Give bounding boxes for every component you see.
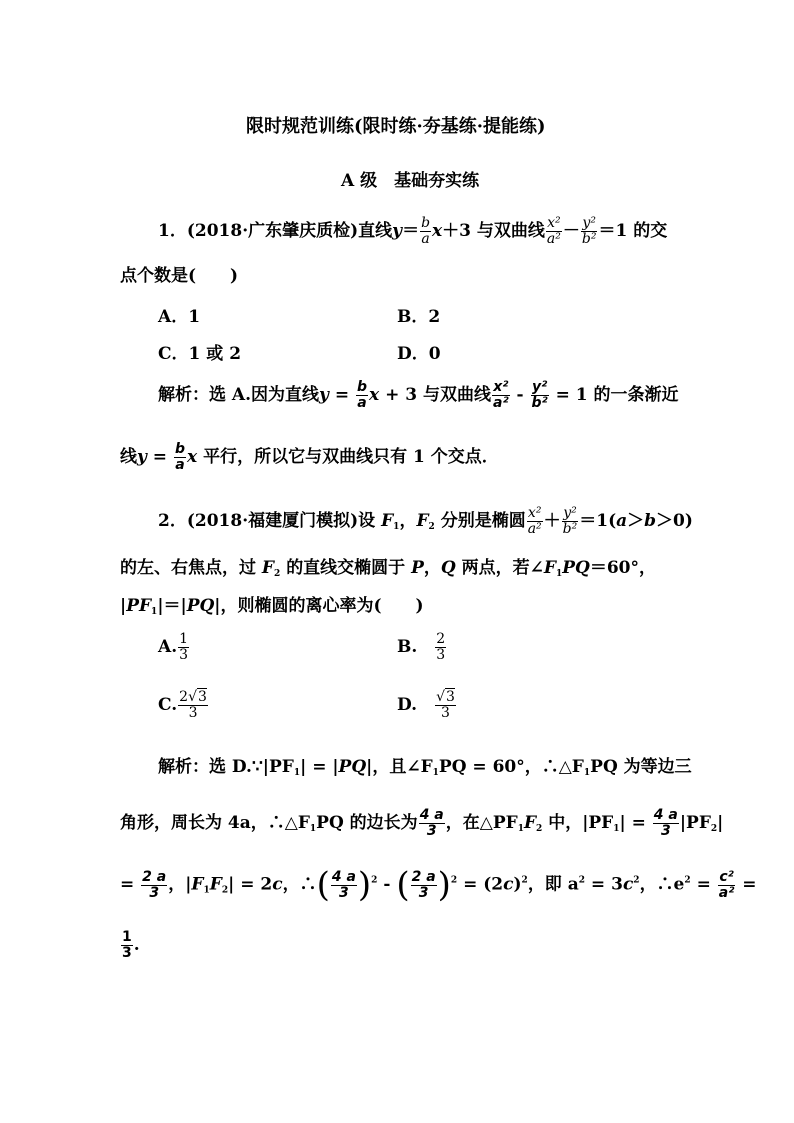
question-1-stem-line-2: 点个数是( )	[120, 266, 239, 286]
page-title: 限时规范训练(限时练·夯基练·提能练)	[246, 116, 546, 137]
question-1-option-a: A．1	[158, 307, 201, 327]
option-label: D.	[397, 695, 418, 715]
option-label: B.	[397, 637, 418, 657]
analysis-text: 线	[120, 447, 137, 467]
question-1-text: 直线	[358, 221, 393, 241]
analysis-text: |，且∠F	[366, 757, 433, 777]
question-2-text: 的左、右焦点，过	[120, 558, 256, 578]
question-1-source: (2018·广东肇庆质检)	[186, 221, 359, 241]
analysis-text: 与双曲线	[423, 385, 492, 405]
question-1-text: 的交	[633, 221, 668, 241]
question-2-stem-line-2: 的左、右焦点，过 $F_2$ 的直线交椭圆于 P，Q 两点，若$\angle F_1PQ=60^\circ$，	[120, 558, 656, 579]
question-2-stem-line-3: $|PF_1|=|PQ|$，则椭圆的离心率为( )	[120, 596, 424, 617]
question-2-stem-line-1: 2．(2018·福建厦门模拟)设 $F_1$，$F_2$ 分别是椭圆 $\frac{\text{x²}}{\text{a²}}$ ＋ $\frac{\text{y²}}{\text{b²}}$ ＝1(a＞b＞0)	[158, 505, 693, 537]
option-label: A.	[158, 637, 178, 657]
analysis-text: |PF	[679, 813, 711, 833]
analysis-text: 中，|PF	[548, 813, 614, 833]
question-1-option-d: D．0	[397, 344, 441, 364]
question-2-text: 两点，若∠	[461, 558, 544, 578]
question-2-number: 2．	[158, 511, 187, 531]
question-2-analysis-line-2: 角形，周长为 4a，$\therefore\triangle F_1PQ$ 的边长为 $\frac{4 a}{3}$ ，在$\triangle PF_1F_2$ 中，$|PF_1|$ = $\frac{4 a}{3}$ $|PF_2|$	[120, 807, 724, 839]
question-2-option-a: A. $\frac{1}{3}$	[158, 631, 189, 663]
option-label: C.	[158, 695, 178, 715]
analysis-text: PQ 为等边三	[590, 757, 692, 777]
question-2-option-c: C. $\frac{2√3}{3}$	[158, 689, 207, 721]
analysis-text: | =	[619, 813, 652, 833]
analysis-text: PQ 的边长为	[316, 813, 418, 833]
question-2-analysis-line-3: = $\frac{2 a}{3}$ ，$|F_1F_2| = 2c$，∴( $\frac{4 a}{3}$ )$^2$ - ( $\frac{2 a}{3}$ )$^2 = (2c)^2$，即 $a^2 = 3c^2$，$\therefore e^2$ = $\frac{\text{c²}}{\text{a²}}$ =	[120, 865, 757, 905]
analysis-label: 解析：	[158, 385, 209, 405]
analysis-text: 选 A.因为直线	[209, 385, 320, 405]
analysis-text: ，即 a	[527, 874, 579, 895]
question-1-analysis-line-2: 线y = $\frac{b}{a}$ x 平行，所以它与双曲线只有 1 个交点．	[120, 441, 499, 473]
question-1-number: 1．	[158, 221, 187, 241]
question-1-option-c: C．1 或 2	[158, 344, 242, 364]
question-2-option-d: D. $\frac{√3}{3}$	[397, 689, 455, 721]
analysis-text: ，在△PF	[445, 813, 518, 833]
analysis-text: 的一条渐近	[593, 385, 679, 405]
question-2-source: (2018·福建厦门模拟)	[186, 511, 359, 531]
question-1-option-b: B．2	[397, 307, 441, 327]
question-2-option-b: B. $\frac{2}{3}$	[397, 631, 446, 663]
analysis-text: 选 D.∵|PF	[209, 757, 294, 777]
question-1-analysis-line-1: 解析：选 A.因为直线y = $\frac{b}{a}$ x + 3 与双曲线 $\frac{\text{x²}}{\text{a²}}$ - $\frac{\text{y²}}{\text{b²}}$ = 1 的一条渐近	[158, 379, 679, 411]
question-2-analysis-line-4: $\frac{1}{3}$ .	[122, 929, 140, 961]
analysis-text: PQ = 60°，∴△F	[438, 757, 584, 777]
question-1-text: 与双曲线	[476, 221, 545, 241]
section-heading: A 级 基础夯实练	[341, 171, 480, 191]
analysis-label: 解析：	[158, 757, 209, 777]
question-1-stem-line-1: 1．(2018·广东肇庆质检)直线y＝ $\frac{b}{a}$ x＋3 与双曲线 $\frac{\text{x²}}{\text{a²}}$ － $\frac{\text{y²}}{\text{b²}}$ ＝1 的交	[158, 215, 668, 247]
question-2-text: 设	[358, 511, 376, 531]
analysis-text: ，∴e	[639, 874, 685, 895]
question-2-analysis-line-1: 解析：选 $D.\because|PF_1| = |PQ|$，且$\angle F_1PQ = 60^\circ$，$\therefore\triangle F_1PQ$ 为等边三	[158, 757, 692, 778]
question-2-text: ，则椭圆的离心率为( )	[220, 596, 424, 616]
question-2-text: 分别是椭圆	[440, 511, 526, 531]
analysis-text: 角形，周长为 4a，∴△F	[120, 813, 310, 833]
question-2-text: ，	[639, 558, 656, 578]
question-2-text: 的直线交椭圆于	[286, 558, 406, 578]
analysis-text: 平行，所以它与双曲线只有 1 个交点．	[203, 447, 499, 467]
